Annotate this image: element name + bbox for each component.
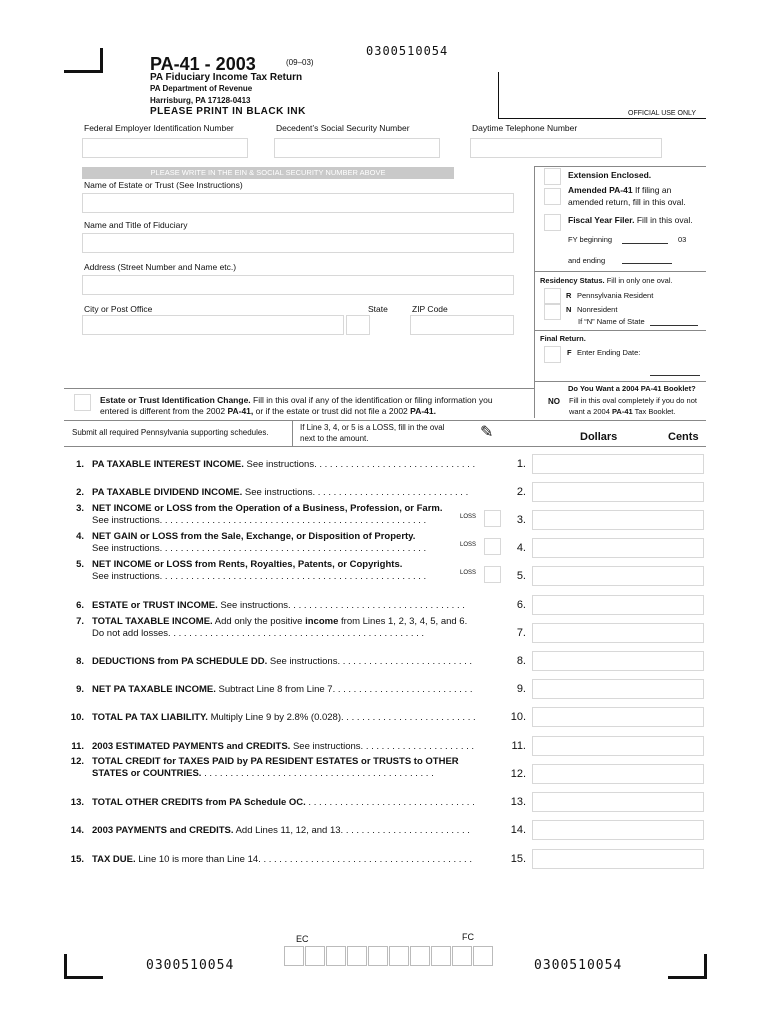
id-change-2a: entered is different from the 2002 [100,406,226,416]
bottom-barcode-right: 0300510054 [534,958,623,973]
line-label [92,487,468,498]
line-ref: 12. [510,768,526,780]
line-3-amount[interactable] [532,510,704,530]
change-rule [64,388,534,389]
line-label-rest: See instructions. . . . . . . . . . . . . . . . . . . . . . . . . . [267,656,473,667]
phone-input[interactable] [470,138,662,158]
line-label [92,712,476,723]
ec-box[interactable] [305,946,325,966]
colhead-divider-1 [292,420,293,446]
line-label-bold: TOTAL CREDIT for TAXES PAID by PA RESIDENT ESTATES or TRUSTS to OTHER [92,756,459,767]
fiscal-rest: Fill in this oval. [636,215,693,225]
line-label-rest: See instructions. . . . . . . . . . . . . . . . . . . . . . . . . . . . . . [242,487,469,498]
line-number: 12. [70,756,84,767]
line-14-amount[interactable] [532,820,704,840]
line-label-bold: NET PA TAXABLE INCOME. [92,684,216,695]
fiduciary-input[interactable] [82,233,514,253]
line-label-bold: 2003 PAYMENTS and CREDITS. [92,825,234,836]
final-date-input[interactable] [650,375,700,376]
line-4-loss-oval[interactable] [484,538,501,555]
ec-box[interactable] [389,946,409,966]
amended-rest: If filing an [634,185,672,195]
line-number: 9. [76,684,84,695]
line-number: 10. [70,712,84,723]
fy-ending-label: and ending [568,256,606,265]
line-number: 2. [76,487,84,498]
line-label [92,756,459,767]
line-label-rest: Multiply Line 9 by 2.8% (0.028). . . . . . . . . . . . . . . . . . . . . . . . . . [207,712,476,723]
side-panel-top [534,166,706,167]
line-3-loss-oval[interactable] [484,510,501,527]
booklet-rule [534,381,706,382]
print-note: PLEASE PRINT IN BLACK INK [150,106,306,117]
id-change-line-2 [100,406,436,416]
nonresident-label: Nonresident [577,305,618,314]
line-label-bold: TAX DUE. [92,854,136,865]
line-number: 8. [76,656,84,667]
line-ref: 15. [510,853,526,865]
nonresident-state-note: If “N” Name of State [578,317,645,326]
booklet-no-code: NO [548,397,560,406]
line-label [92,684,472,695]
line-label-bold: NET INCOME or LOSS from the Operation of a Business, Profession, or Farm. [92,503,443,514]
id-change-rest: Fill in this oval if any of the identification or filing information you [253,395,493,405]
line-number: 7. [76,616,84,627]
line-number: 13. [70,797,84,808]
loss-label: LOSS [460,542,477,548]
resident-label: Pennsylvania Resident [577,291,654,300]
line-label-bold: NET INCOME or LOSS from Rents, Royalties, Patents, or Copyrights. [92,559,403,570]
cents-header: Cents [668,431,699,443]
official-use: OFFICIAL USE ONLY [628,110,697,117]
line-number: 6. [76,600,84,611]
line-ref: 14. [510,824,526,836]
line-6-amount[interactable] [532,595,704,615]
ssn-label: Decedent’s Social Security Number [276,123,410,133]
line-13-amount[interactable] [532,792,704,812]
line-label-bold: NET GAIN or LOSS from the Sale, Exchange, or Disposition of Property. [92,531,416,542]
line-label [92,503,443,514]
line-label-rest: . . . . . . . . . . . . . . . . . . . . . . . . . . . . . . . . [305,797,475,808]
line-4-amount[interactable] [532,538,704,558]
booklet-2a: want a 2004 [569,407,610,416]
line-label [92,600,465,611]
loss-pointer-icon: ✎ [480,424,494,441]
residency-label [540,276,673,285]
line-ref: 3. [516,514,526,526]
amended-label [568,185,671,195]
amended-line-2: amended return, fill in this oval. [568,197,686,207]
ec-box[interactable] [410,946,430,966]
line-label-rest: Subtract Line 8 from Line 7. . . . . . . . . . . . . . . . . . . . . . . . . . . [215,684,473,695]
line-label [92,656,472,667]
id-change-bold: Estate or Trust Identification Change. [100,395,251,405]
fiscal-bold: Fiscal Year Filer. [568,215,635,225]
estate-name-label: Name of Estate or Trust (See Instructions) [84,180,243,190]
fy-beginning-label: FY beginning [568,235,613,244]
line-11-amount[interactable] [532,736,704,756]
line-label [92,559,402,570]
extension-label: Extension Enclosed. [568,170,652,180]
line-label-bold: 2003 ESTIMATED PAYMENTS and CREDITS. [92,741,291,752]
line-10-amount[interactable] [532,707,704,727]
line-ref: 8. [516,655,526,667]
line-ref: 5. [516,570,526,582]
line-number: 5. [76,559,84,570]
line-ref: 6. [516,599,526,611]
ec-box[interactable] [368,946,388,966]
line-label-rest: See instructions. . . . . . . . . . . . . . . . . . . . . . [290,741,475,752]
line-number: 3. [76,503,84,514]
loss-label: LOSS [460,570,477,576]
fiscal-year-label [568,215,693,225]
line-label-bold: TOTAL TAXABLE INCOME. [92,616,213,627]
fc-label: FC [462,932,474,942]
line-label [92,854,472,865]
line-label-bold-2: income [305,616,339,627]
line-label-rest-3: from Lines 1, 2, 3, 4, 5, and 6. [338,616,468,627]
line-ref: 4. [516,542,526,554]
line-label-2: See instructions. . . . . . . . . . . . . . . . . . . . . . . . . . . . . . . . . . . . . . . . . . . . . . . . . . . [92,571,427,582]
phone-label: Daytime Telephone Number [472,123,578,133]
line-label-2: See instructions. . . . . . . . . . . . . . . . . . . . . . . . . . . . . . . . . . . . . . . . . . . . . . . . . . . [92,543,427,554]
residency-rule [534,271,706,272]
nonresident-oval[interactable] [544,303,561,320]
estate-name-input[interactable] [82,193,514,213]
ec-box[interactable] [326,946,346,966]
ec-label: EC [296,934,309,944]
line-label-bold: PA TAXABLE INTEREST INCOME. [92,459,244,470]
line-label-2 [92,768,434,779]
loss-label: LOSS [460,514,477,520]
fein-label: Federal Employer Identification Number [84,123,234,133]
line-label [92,616,467,627]
residency-rest: Fill in only one oval. [606,276,673,285]
fc-box[interactable] [452,946,472,966]
line-7-amount[interactable] [532,623,704,643]
line-label-rest: See instructions. . . . . . . . . . . . . . . . . . . . . . . . . . . . . . . . . . [217,600,465,611]
line-number: 11. [71,741,84,752]
line-label-rest: Add Lines 11, 12, and 13. . . . . . . . . . . . . . . . . . . . . . . . . [233,825,470,836]
id-change-2b: PA-41, [227,406,254,416]
fiduciary-label: Name and Title of Fiduciary [84,220,188,230]
line-label-bold-b: STATES or COUNTRIES. [92,768,202,779]
line-label-2: Do not add losses. . . . . . . . . . . . . . . . . . . . . . . . . . . . . . . . . . . . . . . . . . . . . . . . . [92,628,425,639]
amended-bold: Amended PA-41 [568,185,633,195]
line-label [92,797,475,808]
line-label [92,459,475,470]
line-label-rest: Line 10 is more than Line 14. . . . . . . . . . . . . . . . . . . . . . . . . . . . . . . . . . . . . . . . . [135,854,472,865]
state-input[interactable] [346,315,370,335]
line-1-amount[interactable] [532,454,704,474]
dept-address: Harrisburg, PA 17128-0413 [150,96,251,105]
ec-box[interactable] [347,946,367,966]
zip-input[interactable] [410,315,514,335]
official-divider [498,72,499,118]
state-label: State [368,304,388,314]
final-return-rule [534,330,706,331]
line-label-bold: ESTATE or TRUST INCOME. [92,600,218,611]
loss-note-1: If Line 3, 4, or 5 is a LOSS, fill in the oval [300,423,445,432]
resident-code: R [566,291,572,300]
nonresident-state-input[interactable] [650,325,698,326]
booklet-2b: PA-41 [611,407,633,416]
id-change-2c: or if the estate or trust did not file a 2002 [255,406,408,416]
bottom-barcode-left: 0300510054 [146,958,235,973]
form-revision: (09–03) [286,58,314,67]
ein-banner: PLEASE WRITE IN THE EIN & SOCIAL SECURITY NUMBER ABOVE [82,167,454,179]
line-ref: 13. [510,796,526,808]
line-label [92,825,470,836]
colhead-top [64,420,706,421]
line-5-amount[interactable] [532,566,704,586]
line-8-amount[interactable] [532,651,704,671]
final-return-oval[interactable] [544,346,561,363]
line-label-rest: See instructions. . . . . . . . . . . . . . . . . . . . . . . . . . . . . . . [243,459,476,470]
department: PA Department of Revenue [150,84,253,93]
booklet-question: Do You Want a 2004 PA-41 Booklet? [568,384,696,393]
booklet-line-1: Fill in this oval completely if you do not [569,396,697,405]
form-title: PA Fiduciary Income Tax Return [150,72,303,83]
dollars-header: Dollars [580,431,618,443]
amended-oval[interactable] [544,188,561,205]
line-12-amount[interactable] [532,764,704,784]
loss-note-2: next to the amount. [300,434,369,443]
booklet-line-2 [569,407,675,416]
fy-year: 03 [678,235,687,244]
corner-mark-bottom-left [64,954,103,979]
line-number: 1. [76,459,84,470]
final-date-label: Enter Ending Date: [577,348,641,357]
extension-oval[interactable] [544,168,561,185]
address-input[interactable] [82,275,514,295]
line-number: 15. [70,854,84,865]
line-ref: 7. [516,627,526,639]
fiscal-year-oval[interactable] [544,214,561,231]
final-return-label: Final Return. [540,334,586,343]
line-label-bold: TOTAL OTHER CREDITS from PA Schedule OC. [92,797,306,808]
ssn-input[interactable] [274,138,440,158]
zip-label: ZIP Code [412,304,448,314]
id-change-oval[interactable] [74,394,91,411]
form-id: PA-41 - 2003 [150,54,256,74]
line-ref: 10. [510,711,526,723]
ec-box[interactable] [431,946,451,966]
line-number: 4. [76,531,84,542]
line-label [92,741,474,752]
residency-bold: Residency Status. [540,276,605,285]
city-label: City or Post Office [84,304,153,314]
line-5-loss-oval[interactable] [484,566,501,583]
id-change-2d: PA-41. [410,406,436,416]
line-label-rest-2: . . . . . . . . . . . . . . . . . . . . . . . . . . . . . . . . . . . . . . . . . . . . [201,768,434,779]
line-label-bold: PA TAXABLE DIVIDEND INCOME. [92,487,243,498]
final-code: F [567,348,572,357]
address-label: Address (Street Number and Name etc.) [84,262,237,272]
fc-box[interactable] [473,946,493,966]
city-input[interactable] [82,315,344,335]
ec-box[interactable] [284,946,304,966]
line-label [92,531,415,542]
line-label-bold: TOTAL PA TAX LIABILITY. [92,712,208,723]
line-9-amount[interactable] [532,679,704,699]
line-number: 14. [70,825,84,836]
line-ref: 1. [516,458,526,470]
corner-mark-top-left [64,48,103,73]
header-rule [498,118,706,119]
top-barcode: 0300510054 [366,44,449,58]
line-label-bold: DEDUCTIONS from PA SCHEDULE DD. [92,656,268,667]
line-2-amount[interactable] [532,482,704,502]
line-label-rest: Add only the positive [212,616,306,627]
line-ref: 9. [516,683,526,695]
line-label-2: See instructions. . . . . . . . . . . . . . . . . . . . . . . . . . . . . . . . . . . . . . . . . . . . . . . . . . . [92,515,427,526]
corner-mark-bottom-right [668,954,707,979]
booklet-2c: Tax Booklet. [634,407,676,416]
id-change-line-1 [100,395,493,405]
line-15-amount[interactable] [532,849,704,869]
fein-input[interactable] [82,138,248,158]
submit-note: Submit all required Pennsylvania supporting schedules. [72,428,269,437]
line-ref: 11. [511,740,526,752]
fy-ending-input[interactable] [622,263,672,264]
fy-beginning-input[interactable] [622,243,668,244]
line-ref: 2. [516,486,526,498]
nonresident-code: N [566,305,572,314]
colhead-bottom [64,446,706,447]
